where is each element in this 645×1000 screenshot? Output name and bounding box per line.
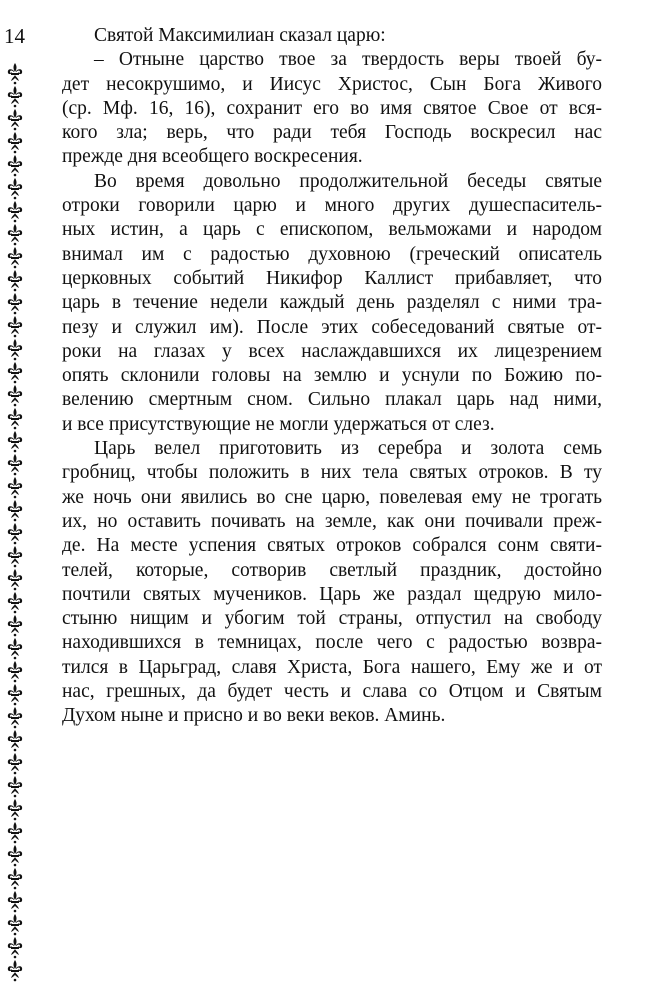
- fleur-de-lis-motif: [8, 224, 22, 245]
- paragraph-4: [62, 437, 602, 729]
- paragraph-3: [62, 170, 602, 437]
- fleur-de-lis-motif: [8, 270, 22, 291]
- page-number: 14: [4, 24, 25, 48]
- fleur-de-lis-motif: [8, 316, 22, 337]
- fleur-de-lis-motif: [8, 845, 22, 866]
- text-line: отроки говорили царю и много других душеспаситель-: [62, 195, 602, 217]
- fleur-de-lis-motif: [8, 132, 22, 153]
- fleur-de-lis-motif: [8, 822, 22, 843]
- fleur-de-lis-motif: [8, 615, 22, 636]
- text-line: (ср. Мф. 16, 16), сохранит его во имя святое Свое от вся-: [62, 97, 602, 119]
- text-line: нас, грешных, да будет честь и слава со Отцом и Святым: [62, 681, 602, 703]
- body-text: [62, 24, 602, 729]
- fleur-de-lis-motif: [8, 500, 22, 521]
- text-line: Святой Максимилиан сказал царю:: [94, 25, 386, 46]
- fleur-de-lis-motif: [8, 523, 22, 544]
- paragraph-2: [62, 48, 602, 169]
- fleur-de-lis-motif: [8, 431, 22, 452]
- text-line: стыню нищим и убогим той страны, отпустил на свободу: [62, 608, 602, 630]
- paragraph-1: [62, 24, 602, 48]
- fleur-de-lis-motif: [8, 546, 22, 567]
- text-line: де. На месте успения святых отроков собрался сонм святи-: [62, 535, 602, 557]
- fleur-de-lis-motif: [8, 753, 22, 774]
- text-line: тился в Царьград, славя Христа, Бога нашего, Ему же и от: [62, 656, 602, 678]
- fleur-de-lis-motif: [8, 799, 22, 820]
- text-line: телей, которые, сотворив светлый праздник, достойно: [62, 559, 602, 581]
- text-line: прежде дня всеобщего воскресения.: [62, 146, 363, 168]
- text-line: же ночь они явились во сне царю, повелевая ему не трогать: [62, 486, 602, 508]
- text-line: почтили святых мучеников. Царь же раздал щедрую мило-: [62, 583, 602, 605]
- fleur-de-lis-motif: [8, 63, 22, 84]
- text-line: кого зла; верь, что ради тебя Господь воскресил нас: [62, 122, 602, 144]
- fleur-de-lis-motif: [8, 385, 22, 406]
- fleur-de-lis-motif: [8, 638, 22, 659]
- fleur-de-lis-motif: [8, 408, 22, 429]
- text-line: велению смертным сном. Сильно плакал царь над ними,: [62, 389, 602, 411]
- text-line: их, но оставить почивать на земле, как они почивали преж-: [62, 510, 602, 532]
- text-line: роки на глазах у всех наслаждавшихся их лицезрением: [62, 340, 602, 362]
- text-line: Во время довольно продолжительной беседы святые: [94, 170, 602, 192]
- text-line: дет несокрушимо, и Иисус Христос, Сын Бога Живого: [62, 73, 602, 95]
- fleur-de-lis-motif: [8, 362, 22, 383]
- text-line: пезу и служил им). После этих собеседований святые от-: [62, 316, 602, 338]
- fleur-de-lis-motif: [8, 477, 22, 498]
- text-line: царь в течение недели каждый день разделял с ними тра-: [62, 292, 602, 314]
- fleur-de-lis-motif: [8, 661, 22, 682]
- fleur-de-lis-motif: [8, 730, 22, 751]
- text-line: и все присутствующие не могли удержаться от слез.: [62, 413, 495, 435]
- fleur-de-lis-motif: [8, 86, 22, 107]
- fleur-de-lis-motif: [8, 109, 22, 130]
- fleur-de-lis-motif: [8, 914, 22, 935]
- text-line: церковных событий Никифор Каллист прибавляет, что: [62, 267, 602, 289]
- fleur-de-lis-motif: [8, 247, 22, 268]
- fleur-de-lis-motif: [8, 684, 22, 705]
- text-line: опять склонили головы на землю и уснули по Божию по-: [62, 365, 602, 387]
- fleur-de-lis-motif: [8, 339, 22, 360]
- fleur-de-lis-motif: [8, 293, 22, 314]
- text-line: Царь велел приготовить из серебра и золота семь: [94, 438, 602, 460]
- fleur-de-lis-border-icon: [6, 62, 24, 982]
- fleur-de-lis-motif: [8, 891, 22, 912]
- fleur-de-lis-motif: [8, 454, 22, 475]
- fleur-de-lis-motif: [8, 868, 22, 889]
- fleur-de-lis-motif: [8, 776, 22, 797]
- fleur-de-lis-motif: [8, 178, 22, 199]
- fleur-de-lis-motif: [8, 960, 22, 981]
- text-line: ных истин, а царь с епископом, вельможами и народом: [62, 219, 602, 241]
- fleur-de-lis-motif: [8, 592, 22, 613]
- text-line: гробниц, чтобы положить в них тела святых отроков. В ту: [62, 462, 602, 484]
- fleur-de-lis-motif: [8, 937, 22, 958]
- fleur-de-lis-motif: [8, 201, 22, 222]
- text-line: внимал им с радостью духовною (греческий описатель: [62, 243, 602, 265]
- text-line: – Отныне царство твое за твердость веры твоей бу-: [94, 49, 602, 71]
- fleur-de-lis-motif: [8, 155, 22, 176]
- fleur-de-lis-motif: [8, 569, 22, 590]
- text-line: Духом ныне и присно и во веки веков. Аминь.: [62, 705, 446, 727]
- fleur-de-lis-motif: [8, 707, 22, 728]
- text-line: находившихся в темницах, после чего с радостью возвра-: [62, 632, 602, 654]
